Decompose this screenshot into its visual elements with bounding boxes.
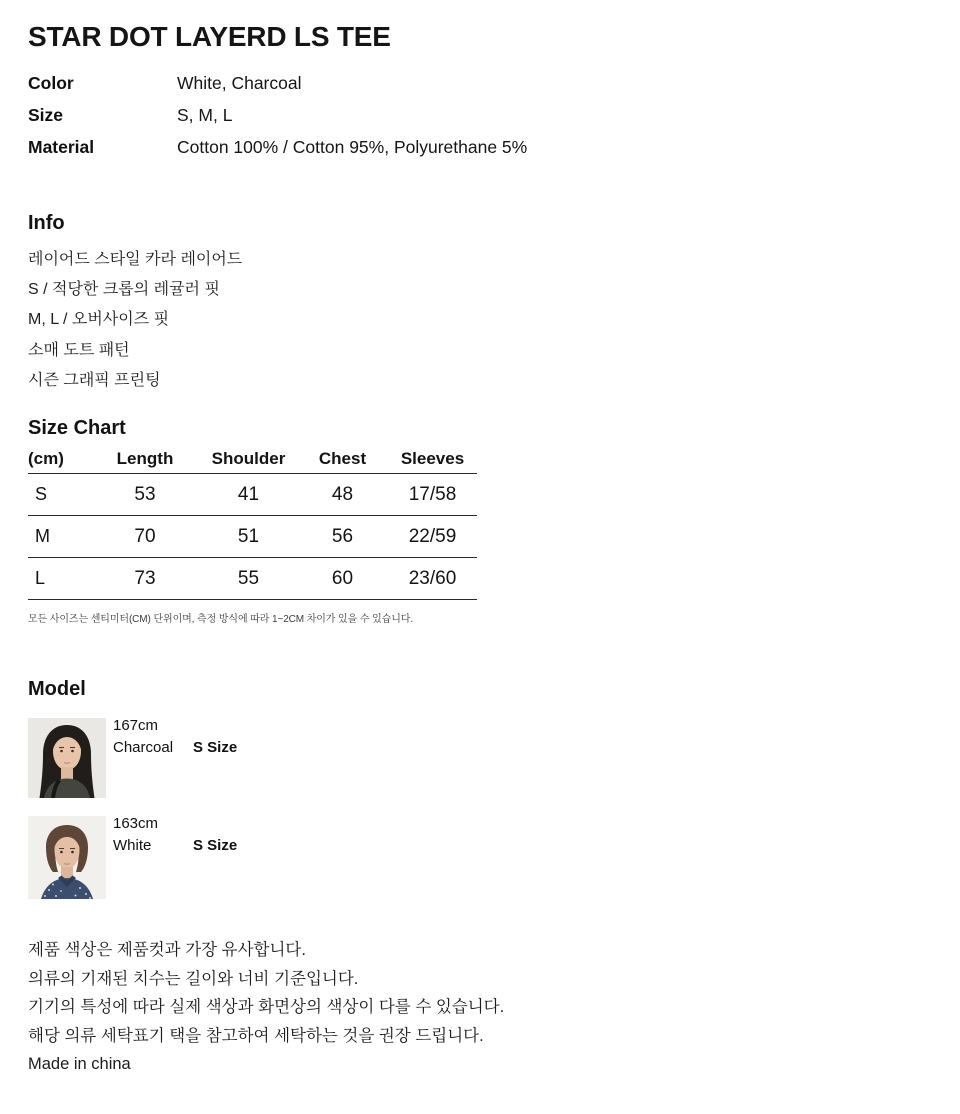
- info-line: 소매 도트 패턴: [28, 341, 130, 359]
- length-cell: 70: [90, 516, 200, 558]
- spec-value-material: Cotton 100% / Cotton 95%, Polyurethane 5%: [177, 137, 528, 157]
- model-color: Charcoal: [113, 739, 174, 757]
- page-title: STAR DOT LAYERD LS TEE: [28, 21, 391, 52]
- model-photo-white: [28, 816, 106, 899]
- chest-cell: 48: [297, 474, 388, 516]
- sleeves-cell: 23/60: [388, 558, 477, 600]
- model-height: 163cm: [113, 815, 159, 833]
- footer-note-origin: Made in china: [28, 1055, 131, 1074]
- sleeves-cell: 22/59: [388, 516, 477, 558]
- size-chart-header-row: [28, 447, 477, 474]
- model-color-size: [113, 740, 237, 755]
- size-chart-table: [28, 447, 477, 600]
- table-row-size-s: [28, 474, 477, 516]
- model-info: [113, 816, 237, 853]
- footer-note: 기기의 특성에 따라 실제 색상과 화면상의 색상이 다를 수 있습니다.: [28, 998, 505, 1017]
- column-header-unit: (cm): [28, 447, 90, 474]
- spec-label-size: Size: [28, 105, 64, 125]
- shoulder-cell: 41: [200, 474, 297, 516]
- model-height: 167cm: [113, 717, 159, 735]
- info-line: 레이어드 스타일 카라 레이어드: [28, 251, 243, 268]
- spec-value-size: S, M, L: [177, 105, 233, 125]
- info-line: S / 적당한 크롭의 레귤러 핏: [28, 281, 220, 299]
- length-cell: 73: [90, 558, 200, 600]
- footer-note: 제품 색상은 제품컷과 가장 유사합니다.: [28, 941, 306, 960]
- info-line: M, L / 오버사이즈 핏: [28, 311, 170, 329]
- spec-row-material: [28, 131, 960, 163]
- footer-notes: [28, 936, 960, 1079]
- column-header-chest: Chest: [297, 447, 388, 474]
- spec-label-material: Material: [28, 137, 95, 157]
- model-info: [113, 718, 237, 755]
- model-size: S Size: [193, 739, 238, 757]
- size-cell: L: [28, 558, 90, 600]
- spec-list: [28, 67, 960, 163]
- column-header-length: Length: [90, 447, 200, 474]
- column-header-sleeves: Sleeves: [388, 447, 477, 474]
- chest-cell: 56: [297, 516, 388, 558]
- model-color-size: [113, 838, 237, 853]
- size-cell: S: [28, 474, 90, 516]
- table-row-size-l: [28, 558, 477, 600]
- size-chart-note: 모든 사이즈는 센티미터(CM) 단위이며, 측정 방식에 따라 1~2CM 차이가 있을 수 있습니다.: [28, 614, 414, 626]
- model-row-charcoal: [28, 718, 960, 798]
- model-size: S Size: [193, 837, 238, 855]
- footer-note: 해당 의류 세탁표기 택을 참고하여 세탁하는 것을 권장 드립니다.: [28, 1026, 484, 1045]
- size-cell: M: [28, 516, 90, 558]
- model-photo-charcoal: [28, 718, 106, 798]
- shoulder-cell: 55: [200, 558, 297, 600]
- info-heading: Info: [28, 212, 65, 234]
- model-row-white: [28, 816, 960, 899]
- size-chart-heading: Size Chart: [28, 417, 126, 440]
- model-color: White: [113, 837, 152, 855]
- shoulder-cell: 51: [200, 516, 297, 558]
- footer-note: 의류의 기재된 치수는 길이와 너비 기준입니다.: [28, 969, 359, 988]
- sleeves-cell: 17/58: [388, 474, 477, 516]
- spec-label-color: Color: [28, 73, 74, 93]
- spec-value-color: White, Charcoal: [177, 73, 302, 93]
- info-list: [28, 245, 960, 396]
- model-heading: Model: [28, 678, 86, 701]
- info-line: 시즌 그래픽 프린팅: [28, 371, 161, 389]
- spec-row-size: [28, 99, 960, 131]
- chest-cell: 60: [297, 558, 388, 600]
- length-cell: 53: [90, 474, 200, 516]
- column-header-shoulder: Shoulder: [200, 447, 297, 474]
- spec-row-color: [28, 67, 960, 99]
- table-row-size-m: [28, 516, 477, 558]
